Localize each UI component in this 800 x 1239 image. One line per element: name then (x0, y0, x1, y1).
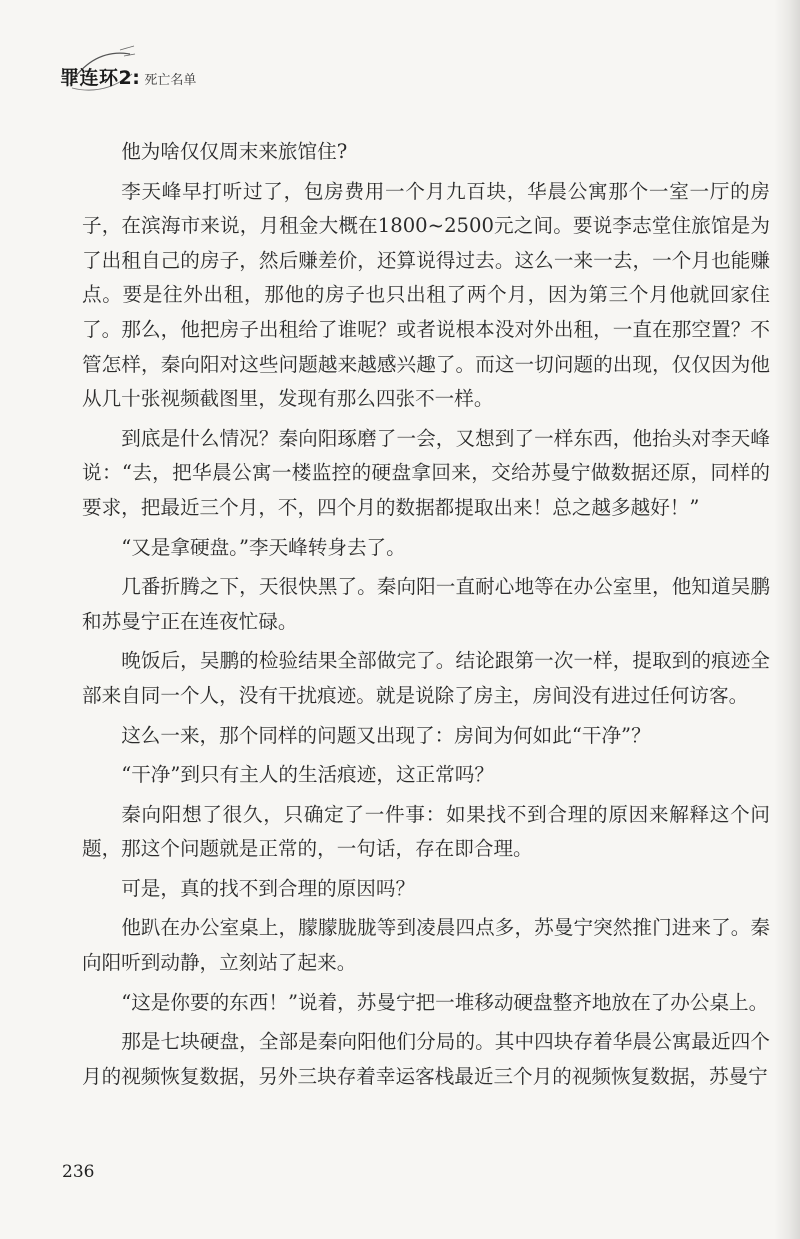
book-subtitle: 死亡名单 (144, 73, 197, 88)
series-title: 罪连环2: (60, 67, 141, 89)
running-header (60, 54, 196, 90)
body-text (82, 135, 770, 1094)
paragraph: 李天峰早打听过了，包房费用一个月九百块，华晨公寓那个一室一厅的房子，在滨海市来说，月租金大概在1800~2500元之间。要说李志堂住旅馆是为了出租自己的房子，然后赚差价，还算说得过去。这么一来一去，一个月也能赚点。要是往外出租，那他的房子也只出租了两个月，因为第三个月他就回家住了。那么，他把房子出租给了谁呢？或者说根本没对外出租，一直在那空置？不管怎样，秦向阳对这些问题越来越感兴趣了。而这一切问题的出现，仅仅因为他从几十张视频截图里，发现有那么四张不一样。 (82, 179, 770, 411)
paragraph: 他为啥仅仅周末来旅馆住? (121, 140, 348, 163)
paragraph: 那是七块硬盘，全部是秦向阳他们分局的。其中四块存着华晨公寓最近四个月的视频恢复数据，另外三块存着幸运客栈最近三个月的视频恢复数据，苏曼宁 (82, 1030, 770, 1088)
paragraph: “又是拿硬盘。”李天峰转身去了。 (121, 535, 406, 559)
paragraph: 他趴在办公室桌上，朦朦胧胧等到凌晨四点多，苏曼宁突然推门进来了。秦向阳听到动静，立刻站了起来。 (82, 916, 770, 975)
book-gutter-shadow (774, 0, 800, 1239)
paragraph: 这么一来，那个同样的问题又出现了：房间为何如此“干净”？ (121, 723, 651, 747)
paragraph: 到底是什么情况？秦向阳琢磨了一会，又想到了一样东西，他抬头对李天峰说：“去，把华晨公寓一楼监控的硬盘拿回来，交给苏曼宁做数据还原，同样的要求，把最近三个月，不，四个月的数据都提取出来！总之越多越好！” (82, 426, 770, 519)
paragraph: 几番折腾之下，天很快黑了。秦向阳一直耐心地等在办公室里，他知道吴鹏和苏曼宁正在连夜忙碌。 (82, 575, 770, 633)
page-number: 236 (62, 1162, 95, 1182)
paragraph: 秦向阳想了很久，只确定了一件事：如果找不到合理的原因来解释这个问题，那这个问题就是正常的，一句话，存在即合理。 (82, 802, 770, 861)
paragraph: “干净”到只有主人的生活痕迹，这正常吗？ (121, 763, 494, 787)
paragraph: “这是你要的东西！”说着，苏曼宁把一堆移动硬盘整齐地放在了办公桌上。 (121, 990, 769, 1014)
paragraph: 晚饭后，吴鹏的检验结果全部做完了。结论跟第一次一样，提取到的痕迹全部来自同一个人，没有干扰痕迹。就是说除了房主，房间没有进过任何访客。 (82, 649, 770, 707)
paragraph: 可是，真的找不到合理的原因吗？ (121, 876, 416, 900)
